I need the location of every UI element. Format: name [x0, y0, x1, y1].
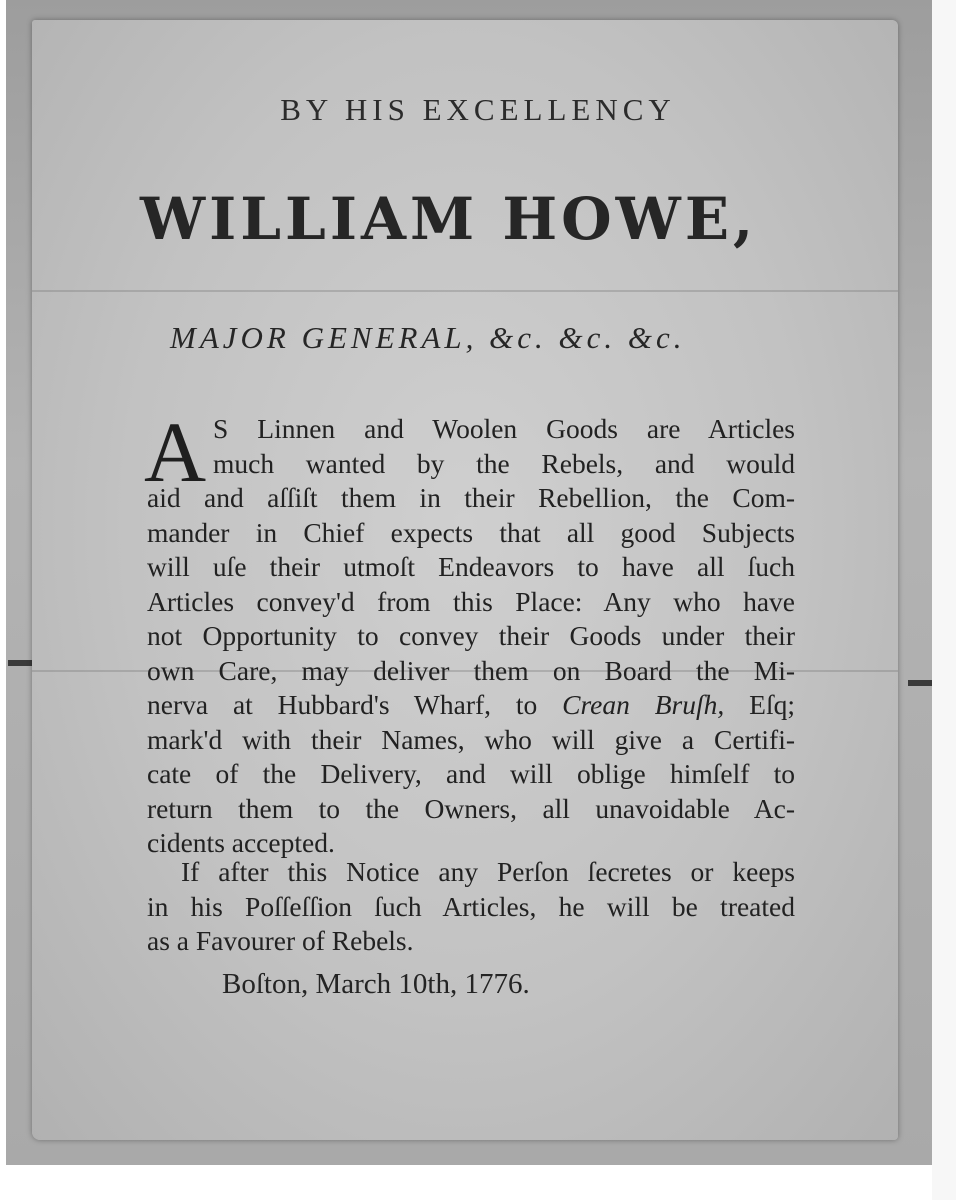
consignee-title: Eſq; [724, 689, 795, 720]
paragraph-line: in his Poſſeſſion ſuch Articles, he will be treated [147, 890, 795, 922]
paragraph-line: mander in Chief expects that all good Subjects [147, 516, 795, 548]
paragraph-line: return them to the Owners, all unavoidable Ac- [147, 792, 795, 824]
paragraph-line: will uſe their utmoſt Endeavors to have all ſuch [147, 551, 795, 582]
title-name: WILLIAM HOWE, [140, 185, 758, 253]
paragraph-line: Articles convey'd from this Place: Any who have [147, 585, 795, 617]
paragraph-line-with-name [147, 688, 795, 723]
photo-margin [932, 0, 956, 1200]
drop-cap: A [144, 404, 207, 500]
paragraph-line: S Linnen and Woolen Goods are Articles [213, 413, 795, 444]
paragraph-line: If after this Notice any Perſon ſecretes or keeps [181, 856, 795, 887]
fold-mark-right [908, 680, 932, 686]
paragraph-line: much wanted by the Rebels, and would [213, 447, 795, 479]
paragraph-line: own Care, may deliver them on Board the Mi- [147, 654, 795, 686]
heading: BY HIS EXCELLENCY [280, 92, 676, 127]
paragraph-line: mark'd with their Names, who will give a Certifi- [147, 723, 795, 755]
consignee-name: Crean Bruſh, [562, 689, 725, 720]
paragraph-line: as a Favourer of Rebels. [147, 925, 414, 956]
paragraph-line: cidents accepted. [147, 827, 335, 858]
paragraph-line: not Opportunity to convey their Goods under their [147, 620, 795, 651]
paragraph-line: aid and aſſiſt them in their Rebellion, the Com- [147, 482, 795, 513]
paragraph-line-start: nerva at Hubbard's Wharf, to [147, 689, 563, 720]
warning-paragraph [147, 855, 795, 959]
paragraph-line: cate of the Delivery, and will oblige himſelf to [147, 758, 795, 789]
dateline: Boſton, March 10th, 1776. [222, 968, 530, 1000]
rank-line: MAJOR GENERAL, &c. &c. &c. [170, 320, 686, 355]
proclamation-paragraph [147, 412, 795, 861]
